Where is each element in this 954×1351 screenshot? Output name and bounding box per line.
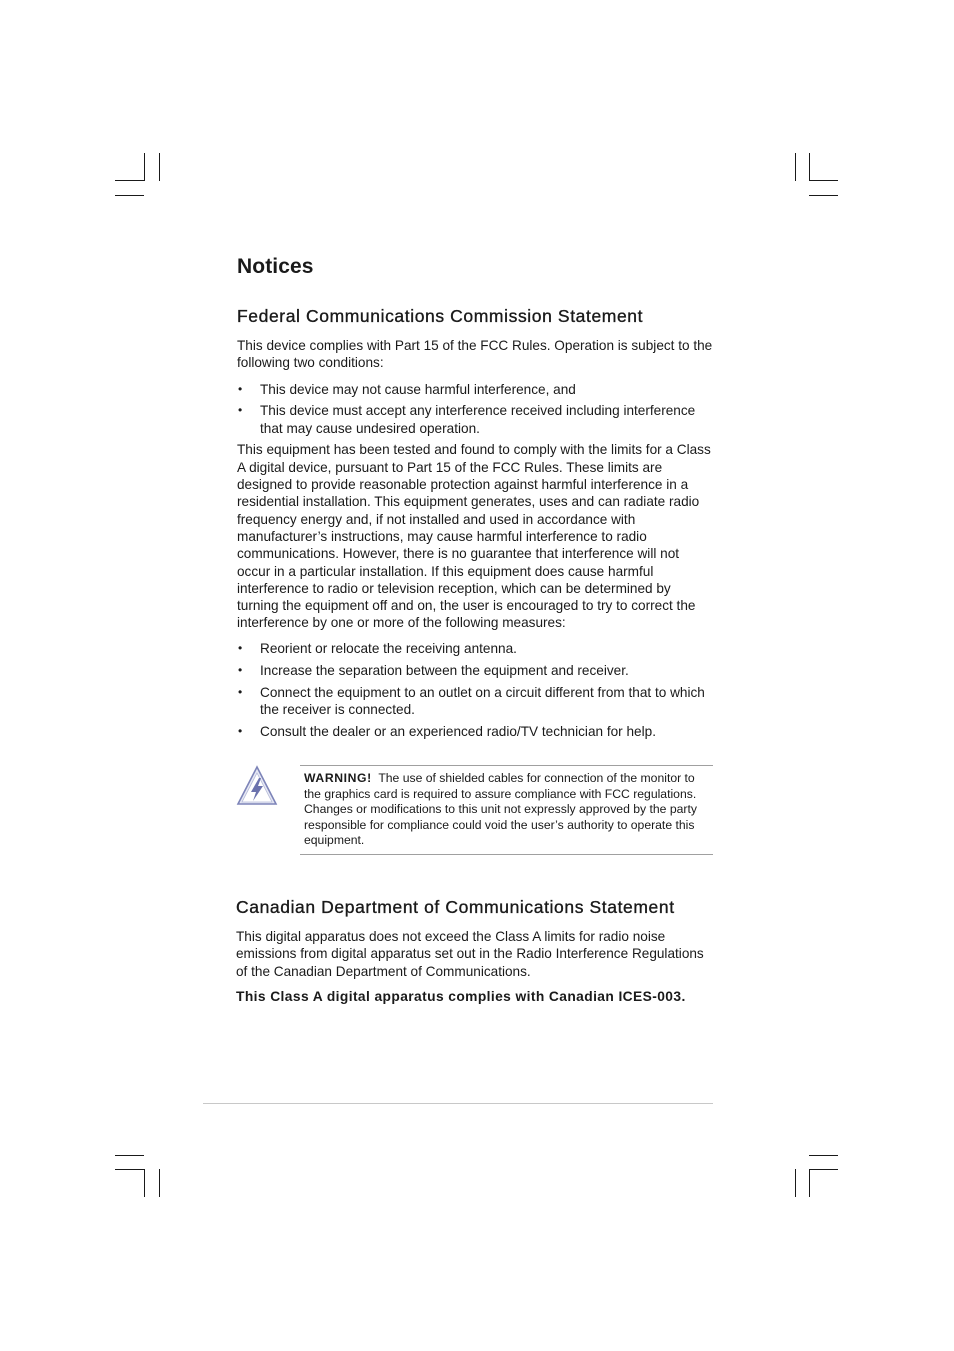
- bullet-icon: •: [238, 663, 243, 678]
- canadian-heading: Canadian Department of Communications Statement: [236, 897, 675, 917]
- list-item-text: Connect the equipment to an outlet on a circuit different from that to which the receiver is connected.: [260, 684, 705, 718]
- canadian-section: [236, 897, 712, 1004]
- bullet-icon: •: [238, 381, 243, 396]
- fcc-intro: This device complies with Part 15 of the FCC Rules. Operation is subject to the following two conditions:: [237, 338, 713, 371]
- fcc-conditions-list: [237, 381, 713, 437]
- bullet-icon: •: [238, 403, 243, 418]
- footer-divider: [203, 1103, 713, 1104]
- canadian-body: This digital apparatus does not exceed the Class A limits for radio noise emissions from digital apparatus set out in the Radio Interference Regulations of the Canadian Department of Communications.: [236, 929, 704, 979]
- list-item: [237, 723, 713, 740]
- fcc-body: This equipment has been tested and found to comply with the limits for a Class A digital device, pursuant to Part 15 of the FCC Rules. These limits are designed to provide reasonable protection against harmful interference in a residential installation. This equipment generates, uses and can radiate radio frequency energy and, if not installed and used in accordance with manufacturer’s instructions, may cause harmful interference to radio communications. However, there is no guarantee that interference will not occur in a particular installation. If this equipment does cause harmful interference to radio or television reception, which can be determined by turning the equipment off and on, the user is encouraged to try to correct the interference by one or more of the following measures:: [237, 442, 711, 631]
- fcc-heading: Federal Communications Commission Statement: [237, 306, 644, 326]
- list-item-text: This device must accept any interference received including interference that may cause undesired operation.: [260, 403, 696, 436]
- list-item-text: This device may not cause harmful interference, and: [260, 381, 576, 397]
- list-item-text: Increase the separation between the equipment and receiver.: [260, 663, 629, 679]
- page-title: Notices: [237, 255, 314, 278]
- canadian-ices-statement: This Class A digital apparatus complies with Canadian ICES-003.: [236, 988, 686, 1004]
- list-item-text: Consult the dealer or an experienced radio/TV technician for help.: [260, 723, 656, 739]
- warning-callout: [300, 765, 713, 855]
- list-item: [237, 662, 713, 679]
- warning-lightning-icon: [236, 765, 278, 807]
- warning-text-block: [304, 771, 714, 849]
- list-item: [237, 402, 713, 437]
- list-item: [237, 640, 713, 657]
- warning-label: WARNING!: [304, 771, 372, 785]
- list-item-text: Reorient or relocate the receiving antenna.: [260, 641, 517, 657]
- list-item: [237, 381, 713, 398]
- warning-text: The use of shielded cables for connection of the monitor to the graphics card is required to assure compliance with FCC regulations. Changes or modifications to this unit not expressly approved by the party responsible for compliance could void the user’s authority to operate this equipment.: [304, 771, 697, 847]
- fcc-measures-list: [237, 640, 713, 740]
- list-item: [237, 684, 713, 719]
- bullet-icon: •: [238, 684, 243, 699]
- bullet-icon: •: [238, 641, 243, 656]
- notices-content: [237, 255, 713, 740]
- bullet-icon: •: [238, 723, 243, 738]
